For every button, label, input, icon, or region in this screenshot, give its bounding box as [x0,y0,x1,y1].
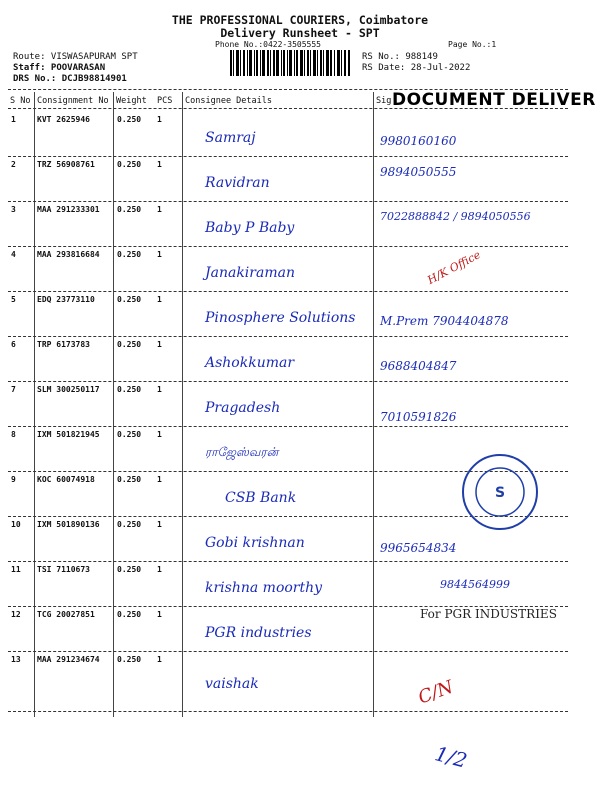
row-pcs: 1 [157,610,162,619]
col-header-weight: Weight [116,96,147,106]
row-consignment: SLM 300250117 [37,385,100,394]
row-consignee-name: Ashokkumar [205,355,295,371]
row-sno: 4 [11,250,16,259]
row-pcs: 1 [157,385,162,394]
row-pcs: 1 [157,430,162,439]
row-consignee-name: PGR industries [205,625,312,641]
row-pcs: 1 [157,115,162,124]
row-consignee-name: krishna moorthy [205,580,323,596]
row-weight: 0.250 [117,610,142,619]
route-label: Route: VISWASAPURAM SPT [13,52,138,62]
row-sno: 12 [11,610,21,619]
row-weight: 0.250 [117,115,142,124]
bank-seal-stamp [460,452,540,532]
row-signature: H/K Office [425,248,483,287]
row-weight: 0.250 [117,205,142,214]
row-consignment: TRZ 56908761 [37,160,95,169]
page-title: THE PROFESSIONAL COURIERS, Coimbatore [171,13,429,27]
row-sno: 2 [11,160,16,169]
row-consignee-name: vaishak [205,676,259,692]
row-weight: 0.250 [117,160,142,169]
table-row [0,157,600,202]
row-weight: 0.250 [117,295,142,304]
row-consignment: TCG 20027851 [37,610,95,619]
rs-number: RS No.: 988149 [362,52,438,62]
row-sno: 10 [11,520,21,529]
row-pcs: 1 [157,205,162,214]
document-delivered-stamp: DOCUMENT DELIVER [392,90,596,110]
row-signature: 9894050555 [380,165,457,179]
row-pcs: 1 [157,655,162,664]
row-weight: 0.250 [117,520,142,529]
row-sno: 8 [11,430,16,439]
row-consignment: KOC 60074918 [37,475,95,484]
row-weight: 0.250 [117,475,142,484]
row-consignment: MAA 291234674 [37,655,100,664]
phone-number: Phone No.:0422-3505555 [215,40,321,49]
row-consignee-name: Gobi krishnan [205,535,305,551]
row-pcs: 1 [157,250,162,259]
table-row [0,112,600,157]
row-weight: 0.250 [117,250,142,259]
row-sno: 1 [11,115,16,124]
row-sno: 7 [11,385,16,394]
svg-text:S: S [494,485,506,501]
row-signature: 9688404847 [380,359,457,373]
table-row [0,607,600,652]
row-weight: 0.250 [117,430,142,439]
footer-handwritten-mark: 1/2 [432,741,470,773]
row-weight: 0.250 [117,340,142,349]
drs-number: DRS No.: DCJB98814901 [13,74,127,84]
row-consignee-name: Pinosphere Solutions [205,310,356,326]
row-sno: 11 [11,565,21,574]
table-row [0,652,600,712]
row-consignee-name: Baby P Baby [205,220,295,236]
row-consignment: TRP 6173783 [37,340,90,349]
row-consignment: MAA 293816684 [37,250,100,259]
row-signature: For PGR INDUSTRIES [420,607,557,621]
col-header-signature: Sig [376,96,392,106]
row-consignee-name: CSB Bank [225,490,297,506]
page-subtitle: Delivery Runsheet - SPT [220,26,380,40]
row-consignee-name: Ravidran [205,175,270,191]
rs-date: RS Date: 28-Jul-2022 [362,63,471,73]
table-row [0,382,600,427]
row-divider [8,711,568,712]
row-sno: 5 [11,295,16,304]
col-header-pcs: PCS [157,96,173,106]
table-row [0,562,600,607]
row-pcs: 1 [157,565,162,574]
row-consignment: MAA 291233301 [37,205,100,214]
col-header-consignee: Consignee Details [185,96,272,106]
row-weight: 0.250 [117,655,142,664]
row-signature: 9844564999 [440,578,510,591]
row-consignee-name: Pragadesh [205,400,281,416]
row-consignment: KVT 2625946 [37,115,90,124]
staff-label: Staff: POOVARASAN [13,63,106,73]
row-signature: 7010591826 [380,410,457,424]
row-consignee-name: ராஜேஸ்வரன் [205,445,279,459]
page-number: Page No.:1 [448,40,497,49]
row-signature: 7022888842 / 9894050556 [380,210,531,223]
barcode-image [230,50,350,76]
row-consignee-name: Janakiraman [205,265,295,281]
row-weight: 0.250 [117,385,142,394]
row-consignment: IXM 501821945 [37,430,100,439]
row-signature: C/N [415,676,457,709]
row-sno: 13 [11,655,21,664]
col-header-consignment: Consignment No [37,96,109,106]
table-row [0,292,600,337]
row-weight: 0.250 [117,565,142,574]
row-pcs: 1 [157,160,162,169]
row-pcs: 1 [157,340,162,349]
row-consignment: TSI 7110673 [37,565,90,574]
row-sno: 6 [11,340,16,349]
row-signature: M.Prem 7904404878 [380,314,509,328]
table-row [0,202,600,247]
row-consignment: IXM 501890136 [37,520,100,529]
row-pcs: 1 [157,475,162,484]
row-signature: 9980160160 [380,134,457,148]
col-header-sno: S No [10,96,31,106]
row-sno: 9 [11,475,16,484]
column-header-divider [8,108,568,109]
table-row [0,247,600,292]
row-sno: 3 [11,205,16,214]
row-consignment: EDQ 23773110 [37,295,95,304]
table-row [0,337,600,382]
row-pcs: 1 [157,295,162,304]
row-consignee-name: Samraj [205,130,256,146]
row-pcs: 1 [157,520,162,529]
row-signature: 9965654834 [380,541,457,555]
